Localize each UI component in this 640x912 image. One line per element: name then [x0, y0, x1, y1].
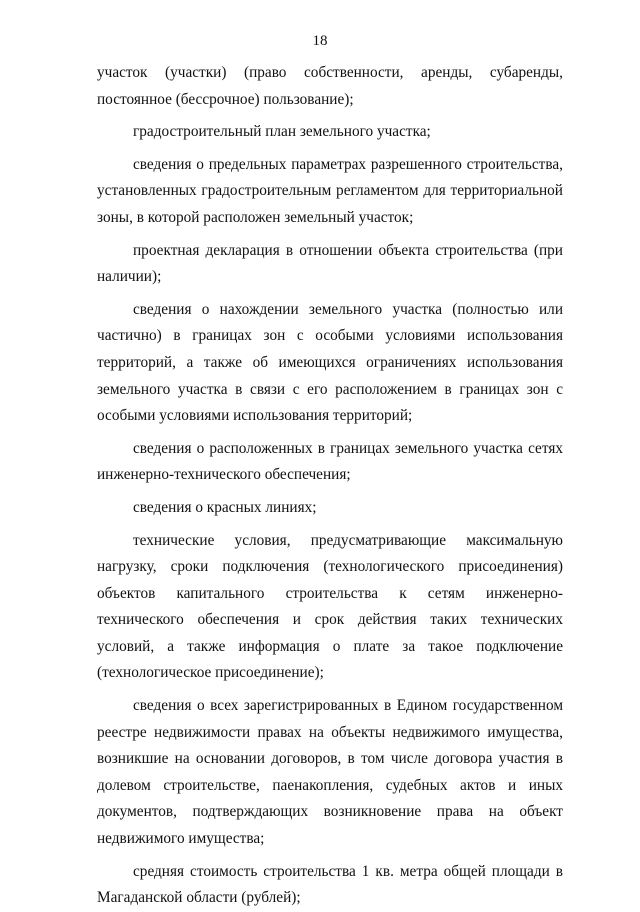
paragraph-construction-parameters: сведения о предельных параметрах разрешенного строительства, установленных градостроительным регламентом для территориальной зоны, в которой расположен земельный участок; [97, 155, 563, 226]
document-body [97, 60, 563, 912]
paragraph-special-zones: сведения о нахождении земельного участка (полностью или частично) в границах зон с особыми условиями использования территорий, а также об имеющихся ограничениях использования земельного участка в связи с его расположением в границах зон с особыми условиями использования территорий; [97, 300, 563, 425]
paragraph-registered-rights: сведения о всех зарегистрированных в Едином государственном реестре недвижимости правах на объекты недвижимого имущества, возникшие на основании договоров, в том числе договора участия в долевом строительстве, паенакопления, судебных актов и иных документов, подтверждающих возникновение права на объект недвижимого имущества; [97, 697, 563, 848]
paragraph-project-declaration: проектная декларация в отношении объекта строительства (при наличии); [97, 241, 563, 286]
paragraph-town-planning-plan: градостроительный план земельного участка; [133, 123, 431, 141]
paragraph-continuation: участок (участки) (право собственности, аренды, субаренды, постоянное (бессрочное) пользование); [97, 64, 563, 108]
paragraph-technical-conditions: технические условия, предусматривающие максимальную нагрузку, сроки подключения (технологического присоединения) объектов капитального строительства к сетям инженерно-технического обеспечения и срок действия таких технических условий, а также информация о плате за такое подключение (технологическое присоединение); [97, 531, 563, 682]
page-number: 18 [312, 33, 328, 49]
paragraph-engineering-networks: сведения о расположенных в границах земельного участка сетях инженерно-технического обеспечения; [97, 439, 563, 484]
paragraph-average-cost: средняя стоимость строительства 1 кв. метра общей площади в Магаданской области (рублей); [97, 862, 563, 907]
paragraph-red-lines: сведения о красных линиях; [133, 498, 317, 516]
